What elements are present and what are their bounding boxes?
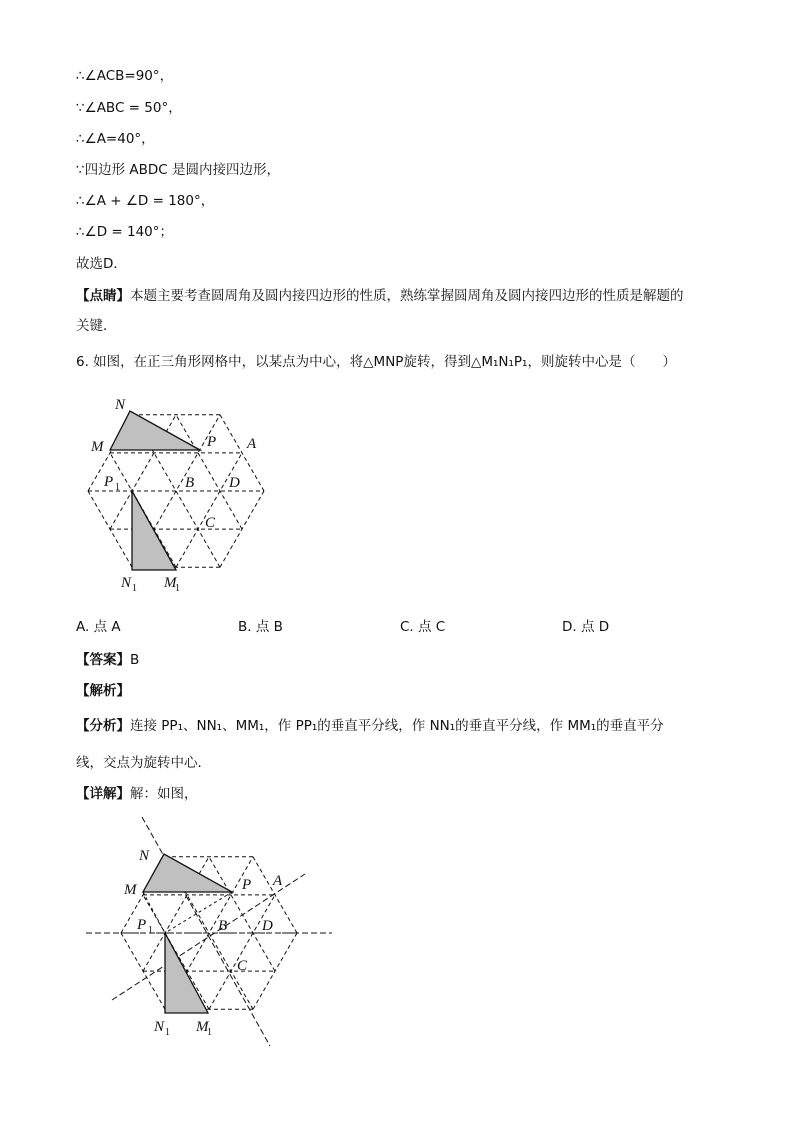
solution-line-6: ∴∠D = 140°； xyxy=(76,224,173,240)
label-p: P xyxy=(242,877,252,893)
answer-line xyxy=(76,648,139,668)
label-c: C xyxy=(237,958,248,974)
label-c: C xyxy=(205,515,216,531)
question-figure xyxy=(80,392,280,592)
label-m1: M xyxy=(196,1019,209,1035)
grid-line xyxy=(176,453,242,567)
label-n: N xyxy=(115,397,126,413)
label-a: A xyxy=(247,436,257,452)
solution-line-2: ∵∠ABC = 50°， xyxy=(76,100,182,116)
answer-tag: 【答案】 xyxy=(76,652,130,668)
answer-value: B xyxy=(130,652,140,668)
label-m: M xyxy=(91,439,104,455)
label-b: B xyxy=(185,475,195,491)
comment-text-cont: 关键． xyxy=(76,318,117,334)
fenxi-text: 连接 PP₁、NN₁、MM₁，作 PP₁的垂直平分线，作 NN₁的垂直平分线，作 MM₁的垂直平分 xyxy=(130,718,664,734)
label-m1-sub: 1 xyxy=(175,583,180,592)
label-n: N xyxy=(139,848,150,864)
option-b: B. 点 B xyxy=(238,619,283,635)
detail-tag: 【详解】 xyxy=(76,786,130,802)
solution-line-5: ∴∠A + ∠D = 180°， xyxy=(76,193,215,209)
solution-figure xyxy=(80,810,340,1050)
solution-line-7: 故选D． xyxy=(76,256,127,272)
label-d: D xyxy=(262,918,273,934)
label-n1: N xyxy=(121,575,132,591)
label-p1: P xyxy=(104,474,114,490)
label-p1: P xyxy=(137,917,147,933)
label-n1: N xyxy=(154,1019,165,1035)
triangle-m1n1p1 xyxy=(132,491,176,570)
option-d: D. 点 D xyxy=(562,619,610,635)
label-p: P xyxy=(207,434,217,450)
label-p1-sub: 1 xyxy=(115,482,120,493)
label-m1-sub: 1 xyxy=(207,1027,212,1038)
perpendicular-bisectors xyxy=(86,817,332,1046)
bisector-nn1 xyxy=(112,874,305,1000)
comment-text: 本题主要考查圆周角及圆内接四边形的性质，熟练掌握圆周角及圆内接四边形的性质是解题的 xyxy=(130,288,684,304)
grid-line xyxy=(209,895,275,1009)
detail-text: 解：如图， xyxy=(130,786,198,802)
question-stem: 6. 如图，在正三角形网格中，以某点为中心，将△MNP旋转，得到△M₁N₁P₁，则旋转中心是（ ） xyxy=(76,354,676,370)
label-d: D xyxy=(229,475,240,491)
label-p1-sub: 1 xyxy=(148,925,153,936)
detail-paragraph xyxy=(76,782,198,802)
grid-line xyxy=(176,415,242,529)
fenxi-tag: 【分析】 xyxy=(76,718,130,734)
fenxi-text-cont: 线，交点为旋转中心． xyxy=(76,755,211,771)
label-n1-sub: 1 xyxy=(132,583,137,592)
solution-line-3: ∴∠A=40°， xyxy=(76,131,155,147)
option-a: A. 点 A xyxy=(76,619,121,635)
solution-line-4: ∵四边形 ABDC 是圆内接四边形， xyxy=(76,162,280,178)
option-c: C. 点 C xyxy=(400,619,446,635)
label-n1-sub: 1 xyxy=(165,1027,170,1038)
solution-line-1: ∴∠ACB=90°， xyxy=(76,68,174,84)
label-a: A xyxy=(273,873,283,889)
triangle-mnp xyxy=(110,411,200,450)
comment-paragraph xyxy=(76,284,684,304)
label-b: B xyxy=(218,918,228,934)
analysis-tag: 【解析】 xyxy=(76,683,130,699)
fenxi-paragraph xyxy=(76,714,664,734)
label-m: M xyxy=(124,882,137,898)
label-m1: M xyxy=(164,575,177,591)
comment-tag: 【点睛】 xyxy=(76,288,130,304)
